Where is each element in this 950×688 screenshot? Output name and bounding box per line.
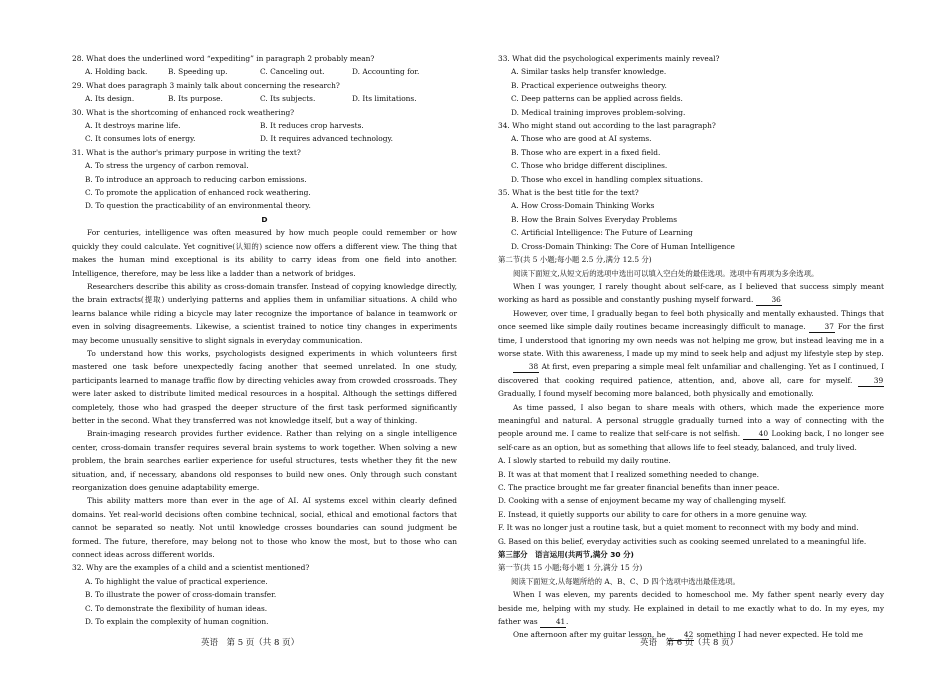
paragraph-text: One afternoon after my guitar lesson, he (513, 630, 666, 640)
section-d-heading: D (261, 214, 268, 224)
question-32-stem: 32. Why are the examples of a child and a scientist mentioned? (72, 563, 310, 573)
option-e[interactable]: E. Instead, it quietly supports our ability to care for others in a more genuine way. (498, 509, 807, 519)
right-column (498, 52, 884, 650)
part-3-heading: 第三部分 语言运用(共两节,满分 30 分) (498, 550, 634, 560)
blank-37[interactable]: 37 (809, 321, 835, 333)
q35-option-d[interactable]: D. Cross-Domain Thinking: The Core of Human Intelligence (511, 241, 735, 251)
q30-option-a[interactable]: A. It destroys marine life. (85, 121, 181, 131)
blank-36[interactable]: 36 (756, 294, 782, 306)
q28-option-b[interactable]: B. Speeding up. (168, 67, 228, 77)
q34-option-a[interactable]: A. Those who are good at AI systems. (511, 134, 652, 144)
q29-option-a[interactable]: A. Its design. (85, 94, 135, 104)
paragraph-text: At first, even preparing a simple meal felt unfamiliar and challenging. Yet as I continued, I discovered that cooking required patience, attention, and, above all, care for myself. (498, 362, 884, 385)
option-c[interactable]: C. The practice brought me far greater financial benefits than inner peace. (498, 483, 780, 492)
seven-choose-five-paragraph-1 (498, 280, 884, 307)
paragraph-text: As time passed, I also began to share meals with others, which made the experience more meaningful and natural. A personal struggle gradually turned into a way of connecting with the people around me. I came to realize that self-care is not selfish. (498, 402, 884, 439)
paragraph-text: For the first time, I understood that ignoring my own needs was not helping me grow, but instead leaving me in a worse state. With this awareness, I made up my mind to seek help and adjust my lifestyle step by step. (498, 322, 885, 358)
q31-option-d[interactable]: D. To question the practicability of an environmental theory. (85, 201, 311, 211)
seven-choose-five-paragraph-3 (498, 360, 884, 400)
section-2-heading: 第二节(共 5 小题;每小题 2.5 分,满分 12.5 分) (498, 255, 652, 265)
option-g[interactable]: G. Based on this belief, everyday activities such as cooking seemed unrelated to a meaningful life. (498, 536, 867, 546)
q34-option-d[interactable]: D. Those who excel in handling complex situations. (511, 174, 703, 184)
page-footer: 英语 第 5 页（共 8 页） (201, 638, 300, 648)
passage-d-paragraph-4: Brain-imaging research provides further evidence. Rather than relying on a single intelligence center, cross-domain transfer requires several brain systems to work together. When solving a new problem, the brain searches earlier experience for useful structures, tests whether they fit the new situation, and, if necessary, abandons old responses to build new ones. Only through such constant reorganization does genuine adaptability emerge. (72, 429, 457, 492)
q35-option-b[interactable]: B. How the Brain Solves Everyday Problems (511, 214, 678, 224)
blank-41[interactable]: 41 (540, 616, 566, 628)
q33-option-a[interactable]: A. Similar tasks help transfer knowledge. (511, 67, 667, 77)
blank-38[interactable]: 38 (513, 361, 539, 373)
seven-choose-five-paragraph-4 (498, 401, 884, 455)
q31-option-a[interactable]: A. To stress the urgency of carbon removal. (85, 161, 249, 171)
option-f[interactable]: F. It was no longer just a routine task, but a quiet moment to reconnect with my body and mind. (498, 523, 859, 533)
question-29-stem: 29. What does paragraph 3 mainly talk about concerning the research? (72, 80, 340, 90)
paragraph-text: When I was younger, I rarely thought about self-care, as I believed that success simply meant working as hard as possible and constantly pushing myself forward. (498, 281, 884, 305)
q30-option-d[interactable]: D. It requires advanced technology. (260, 134, 394, 144)
option-b[interactable]: B. It was at that moment that I realized something needed to change. (498, 469, 759, 479)
q33-option-b[interactable]: B. Practical experience outweighs theory. (511, 80, 667, 90)
question-34-stem: 34. Who might stand out according to the last paragraph? (498, 121, 716, 131)
q28-option-a[interactable]: A. Holding back. (85, 67, 148, 77)
question-30-options-ab (72, 119, 457, 132)
q28-option-d[interactable]: D. Accounting for. (352, 67, 420, 77)
paragraph-text: something I had never expected. He told me (696, 630, 864, 640)
left-column (72, 52, 457, 650)
q35-option-a[interactable]: A. How Cross-Domain Thinking Works (511, 201, 655, 211)
page-6 (475, 0, 950, 688)
q28-option-c[interactable]: C. Canceling out. (260, 67, 325, 77)
part-3-instructions: 阅读下面短文,从每题所给的 A、B、C、D 四个选项中选出最佳选项。 (511, 576, 740, 586)
q33-option-d[interactable]: D. Medical training improves problem-solving. (511, 107, 686, 117)
seven-choose-five-paragraph-2 (498, 307, 884, 361)
blank-39[interactable]: 39 (858, 375, 884, 387)
question-30-options-cd (72, 132, 457, 145)
paragraph-text: However, over time, I gradually began to feel both physically and mentally exhausted. Things that once seemed like simple daily routines became increasingly difficult to manage. (498, 308, 884, 332)
q29-option-b[interactable]: B. Its purpose. (168, 94, 223, 104)
q32-option-a[interactable]: A. To highlight the value of practical experience. (85, 576, 268, 586)
question-31-stem: 31. What is the author's primary purpose in writing the text? (72, 147, 301, 157)
q32-option-c[interactable]: C. To demonstrate the flexibility of human ideas. (85, 603, 268, 613)
q34-option-b[interactable]: B. Those who are expert in a fixed field. (511, 147, 661, 157)
q33-option-c[interactable]: C. Deep patterns can be applied across fields. (511, 94, 683, 104)
q35-option-c[interactable]: C. Artificial Intelligence: The Future of Learning (511, 228, 693, 238)
passage-d-paragraph-1: For centuries, intelligence was often measured by how much people could remember or how quickly they could calculate. Yet cognitive(认知的) science now offers a different view. The thing that makes the human mind exceptional is its ability to carry ideas from one field into another. Intelligence, therefore, may be less like a ladder than a network of bridges. (72, 228, 457, 278)
question-29-options (72, 92, 457, 105)
blank-42[interactable]: 42 (668, 629, 694, 641)
question-30-stem: 30. What is the shortcoming of enhanced rock weathering? (72, 107, 295, 117)
blank-40[interactable]: 40 (743, 428, 769, 440)
option-a[interactable]: A. I slowly started to rebuild my daily routine. (498, 456, 671, 466)
q30-option-c[interactable]: C. It consumes lots of energy. (85, 134, 196, 144)
passage-d-paragraph-2: Researchers describe this ability as cross-domain transfer. Instead of copying knowledge directly, the brain extracts(提取) underlying patterns and applies them in unfamiliar situations. A child who learns balance while riding a bicycle may later recognize the importance of balance in teamwork or even in solving disagreements. Likewise, a scientist trained to notice tiny changes in experiments may become unusually sensitive to slight signals in everyday communication. (72, 281, 457, 345)
page-footer: 英语 第 6 页（共 8 页） (640, 638, 739, 648)
q31-option-b[interactable]: B. To introduce an approach to reducing carbon emissions. (85, 174, 307, 184)
paragraph-text: When I was eleven, my parents decided to homeschool me. My father spent nearly every day beside me, helping with my study. He explained in detail to me exactly what to do. In my eyes, my father was (498, 590, 884, 627)
q31-option-c[interactable]: C. To promote the application of enhanced rock weathering. (85, 188, 311, 198)
cloze-paragraph-1: When I was eleven, my parents decided to homeschool me. My father spent nearly every day beside me, helping with my study. He explained in detail to me exactly what to do. In my eyes, my father was 41. (498, 590, 884, 627)
q32-option-d[interactable]: D. To explain the complexity of human cognition. (85, 617, 269, 627)
option-d[interactable]: D. Cooking with a sense of enjoyment became my way of challenging myself. (498, 496, 786, 506)
question-35-stem: 35. What is the best title for the text? (498, 188, 639, 198)
q32-option-b[interactable]: B. To illustrate the power of cross-domain transfer. (85, 590, 277, 600)
question-28-options (72, 65, 457, 78)
q29-option-d[interactable]: D. Its limitations. (352, 94, 417, 104)
part-3-section-1-heading: 第一节(共 15 小题;每小题 1 分,满分 15 分) (498, 563, 643, 573)
q30-option-b[interactable]: B. It reduces crop harvests. (260, 121, 364, 131)
passage-d-paragraph-3: To understand how this works, psychologists designed experiments in which volunteers first mastered one task before unexpectedly facing another that seemed unrelated. In one study, participants learned to manage traffic flow by directing vehicles away from crowded crossroads. They were later asked to distribute limited medical resources in a hospital. Although the settings differed completely, those who had grasped the deeper structure of the first task performed significantly better in the second. What they transferred was not knowledge itself, but a way of thinking. (72, 348, 457, 425)
question-33-stem: 33. What did the psychological experiments mainly reveal? (498, 54, 720, 63)
paragraph-text: Gradually, I found myself becoming more balanced, both physically and emotionally. (498, 389, 814, 399)
q29-option-c[interactable]: C. Its subjects. (260, 94, 316, 104)
passage-d-paragraph-5: This ability matters more than ever in the age of AI. AI systems excel within clearly defined domains. Yet real-world decisions often combine technical, social, ethical and emotional factors that cannot be separated so neatly. Not until knowledge crosses boundaries can sound judgment be formed. The future, therefore, may belong not to those who know the most, but to those who can connect ideas across different worlds. (72, 496, 457, 560)
paragraph-text: Looking back, I no longer see self-care as an option, but as something that allows life to feel steady, balanced, and truly lived. (498, 429, 885, 452)
q34-option-c[interactable]: C. Those who bridge different disciplines. (511, 161, 668, 171)
question-28-stem: 28. What does the underlined word “expediting” in paragraph 2 probably mean? (72, 54, 375, 63)
section-2-instructions: 阅读下面短文,从短文后的选项中选出可以填入空白处的最佳选项。选项中有两项为多余选项。 (513, 268, 819, 278)
